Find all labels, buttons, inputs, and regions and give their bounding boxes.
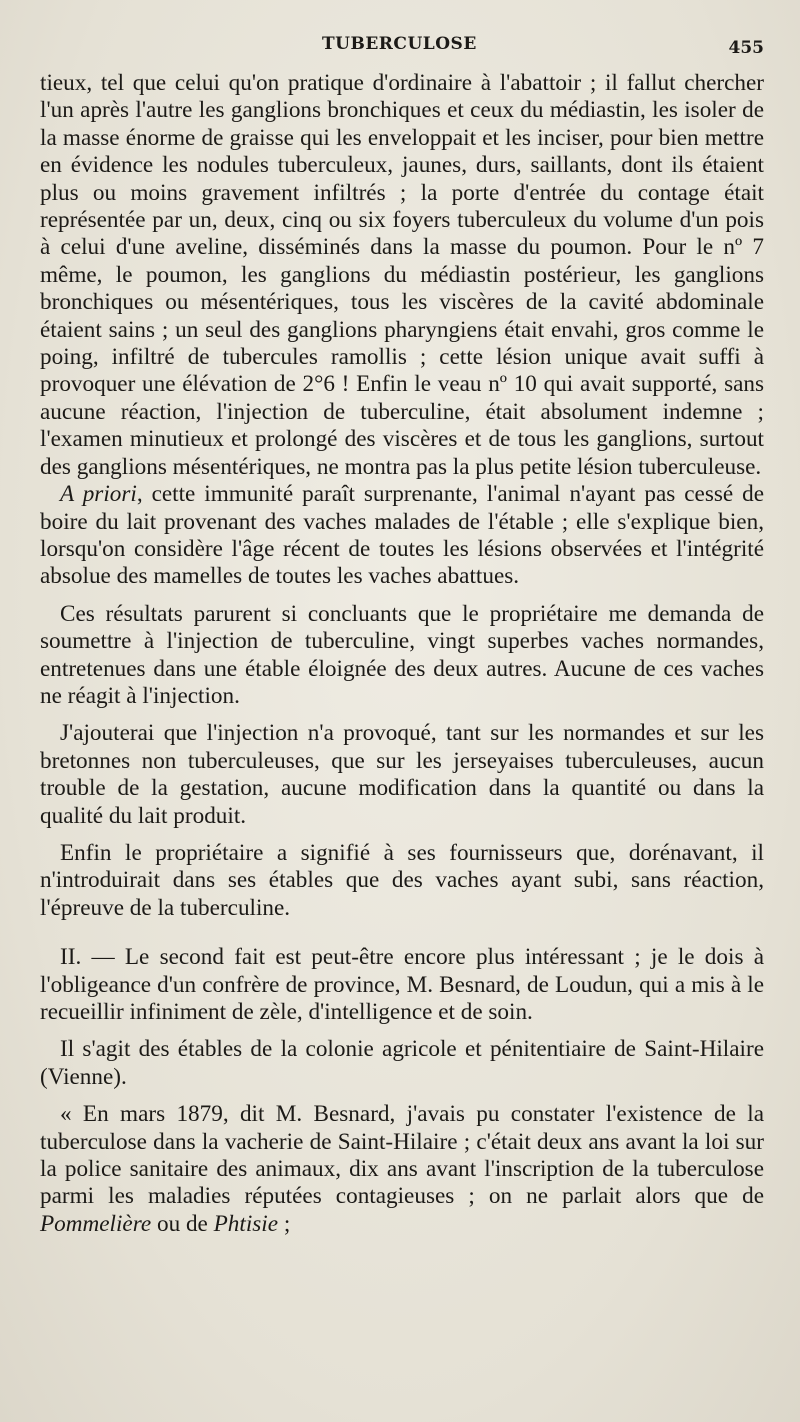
paragraph-2-text: , cette immunité paraît surprenante, l'animal n'ayant pas cessé de boire du lait provenant des vaches malades de l'étable ; elle s'explique bien, lorsqu'on considère l'âge récent de toutes les lésions observées et l'intégrité absolue des mamelles de toutes les vaches abattues. [40,481,764,590]
paragraph-3 [40,601,764,711]
page-number: 455 [728,38,764,58]
paragraph-spacer [40,830,764,840]
paragraph-4 [40,720,764,830]
paragraph-8-text: « En mars 1879, dit M. Besnard, j'avais pu constater l'existence de la tuberculose dans la vacherie de Saint-Hilaire ; c'était deux ans avant la loi sur la police sanitaire des animaux, dix ans avant l'inscription de la tuberculose parmi les maladies réputées contagieuses ; on ne parlait alors que de [40,1101,764,1210]
paragraph-spacer [40,710,764,720]
paragraph-5-text: Enfin le propriétaire a signifié à ses fournisseurs que, dorénavant, il n'introduirait dans ses étables que des vaches ayant subi, sans réaction, l'épreuve de la tuberculine. [40,839,764,921]
paragraph-5 [40,840,764,922]
body-text [40,70,764,1238]
running-header [0,30,800,64]
section-spacer [40,922,764,944]
italic-pommeliere: Pommelière [40,1210,152,1237]
paragraph-7-text: Il s'agit des étables de la colonie agricole et pénitentiaire de Saint-Hilaire (Vienne). [40,1036,764,1090]
paragraph-spacer [40,1026,764,1036]
paragraph-8 [40,1101,764,1238]
paragraph-7 [40,1036,764,1091]
paragraph-4-text: J'ajouterai que l'injection n'a provoqué, tant sur les normandes et sur les bretonnes non tuberculeuses, que sur les jerseyaises tuberculeuses, aucun trouble de la gestation, aucune modification dans la quantité ou dans la qualité du lait produit. [40,720,764,829]
paragraph-6 [40,944,764,1026]
paragraph-3-text: Ces résultats parurent si concluants que le propriétaire me demanda de soumettre à l'injection de tuberculine, vingt superbes vaches normandes, entretenues dans une étable éloignée des deux autres. Aucune de ces vaches ne réagit à l'injection. [40,600,764,709]
paragraph-1-text: tieux, tel que celui qu'on pratique d'ordinaire à l'abattoir ; il fallut chercher l'un après l'autre les ganglions bronchiques et ceux du médiastin, les isoler de la masse énorme de graisse qui les enveloppait et les inciser, pour bien mettre en évidence les nodules tuberculeux, jaunes, durs, saillants, dont ils étaient plus ou moins gravement infiltrés ; la porte d'entrée du contage était représentée par un, deux, cinq ou six foyers tuberculeux du volume d'un pois à celui d'une aveline, disséminés dans la masse du poumon. Pour le nº 7 même, le poumon, les ganglions du médiastin postérieur, les ganglions bronchiques ou mésentériques, tous les viscères de la cavité abdominale étaient sains ; un seul des ganglions pharyngiens était envahi, gros comme le poing, infiltré de tubercules ramollis ; cette lésion unique avait suffi à provoquer une élévation de 2°6 ! Enfin le veau nº 10 qui avait supporté, sans aucune réaction, l'injection de tuberculine, était absolument indemne ; l'examen minutieux et prolongé des viscères et de tous les ganglions, surtout des ganglions mésentériques, ne montra pas la plus petite lésion tuberculeuse. [40,70,764,480]
paragraph-6-text: II. — Le second fait est peut-être encore plus intéressant ; je le dois à l'obligeance d'un confrère de province, M. Besnard, de Loudun, qui a mis à le recueillir infiniment de zèle, d'intelligence et de soin. [40,944,764,1025]
running-title: TUBERCULOSE [322,34,477,54]
paragraph-2 [40,481,764,591]
italic-phtisie: Phtisie [213,1210,279,1237]
paragraph-8-joiner: ou de [151,1210,214,1237]
paragraph-spacer [40,1091,764,1101]
paragraph-spacer [40,591,764,601]
italic-a-priori: A priori [60,481,137,508]
paragraph-8-end: ; [278,1210,291,1237]
paragraph-1 [40,70,764,481]
